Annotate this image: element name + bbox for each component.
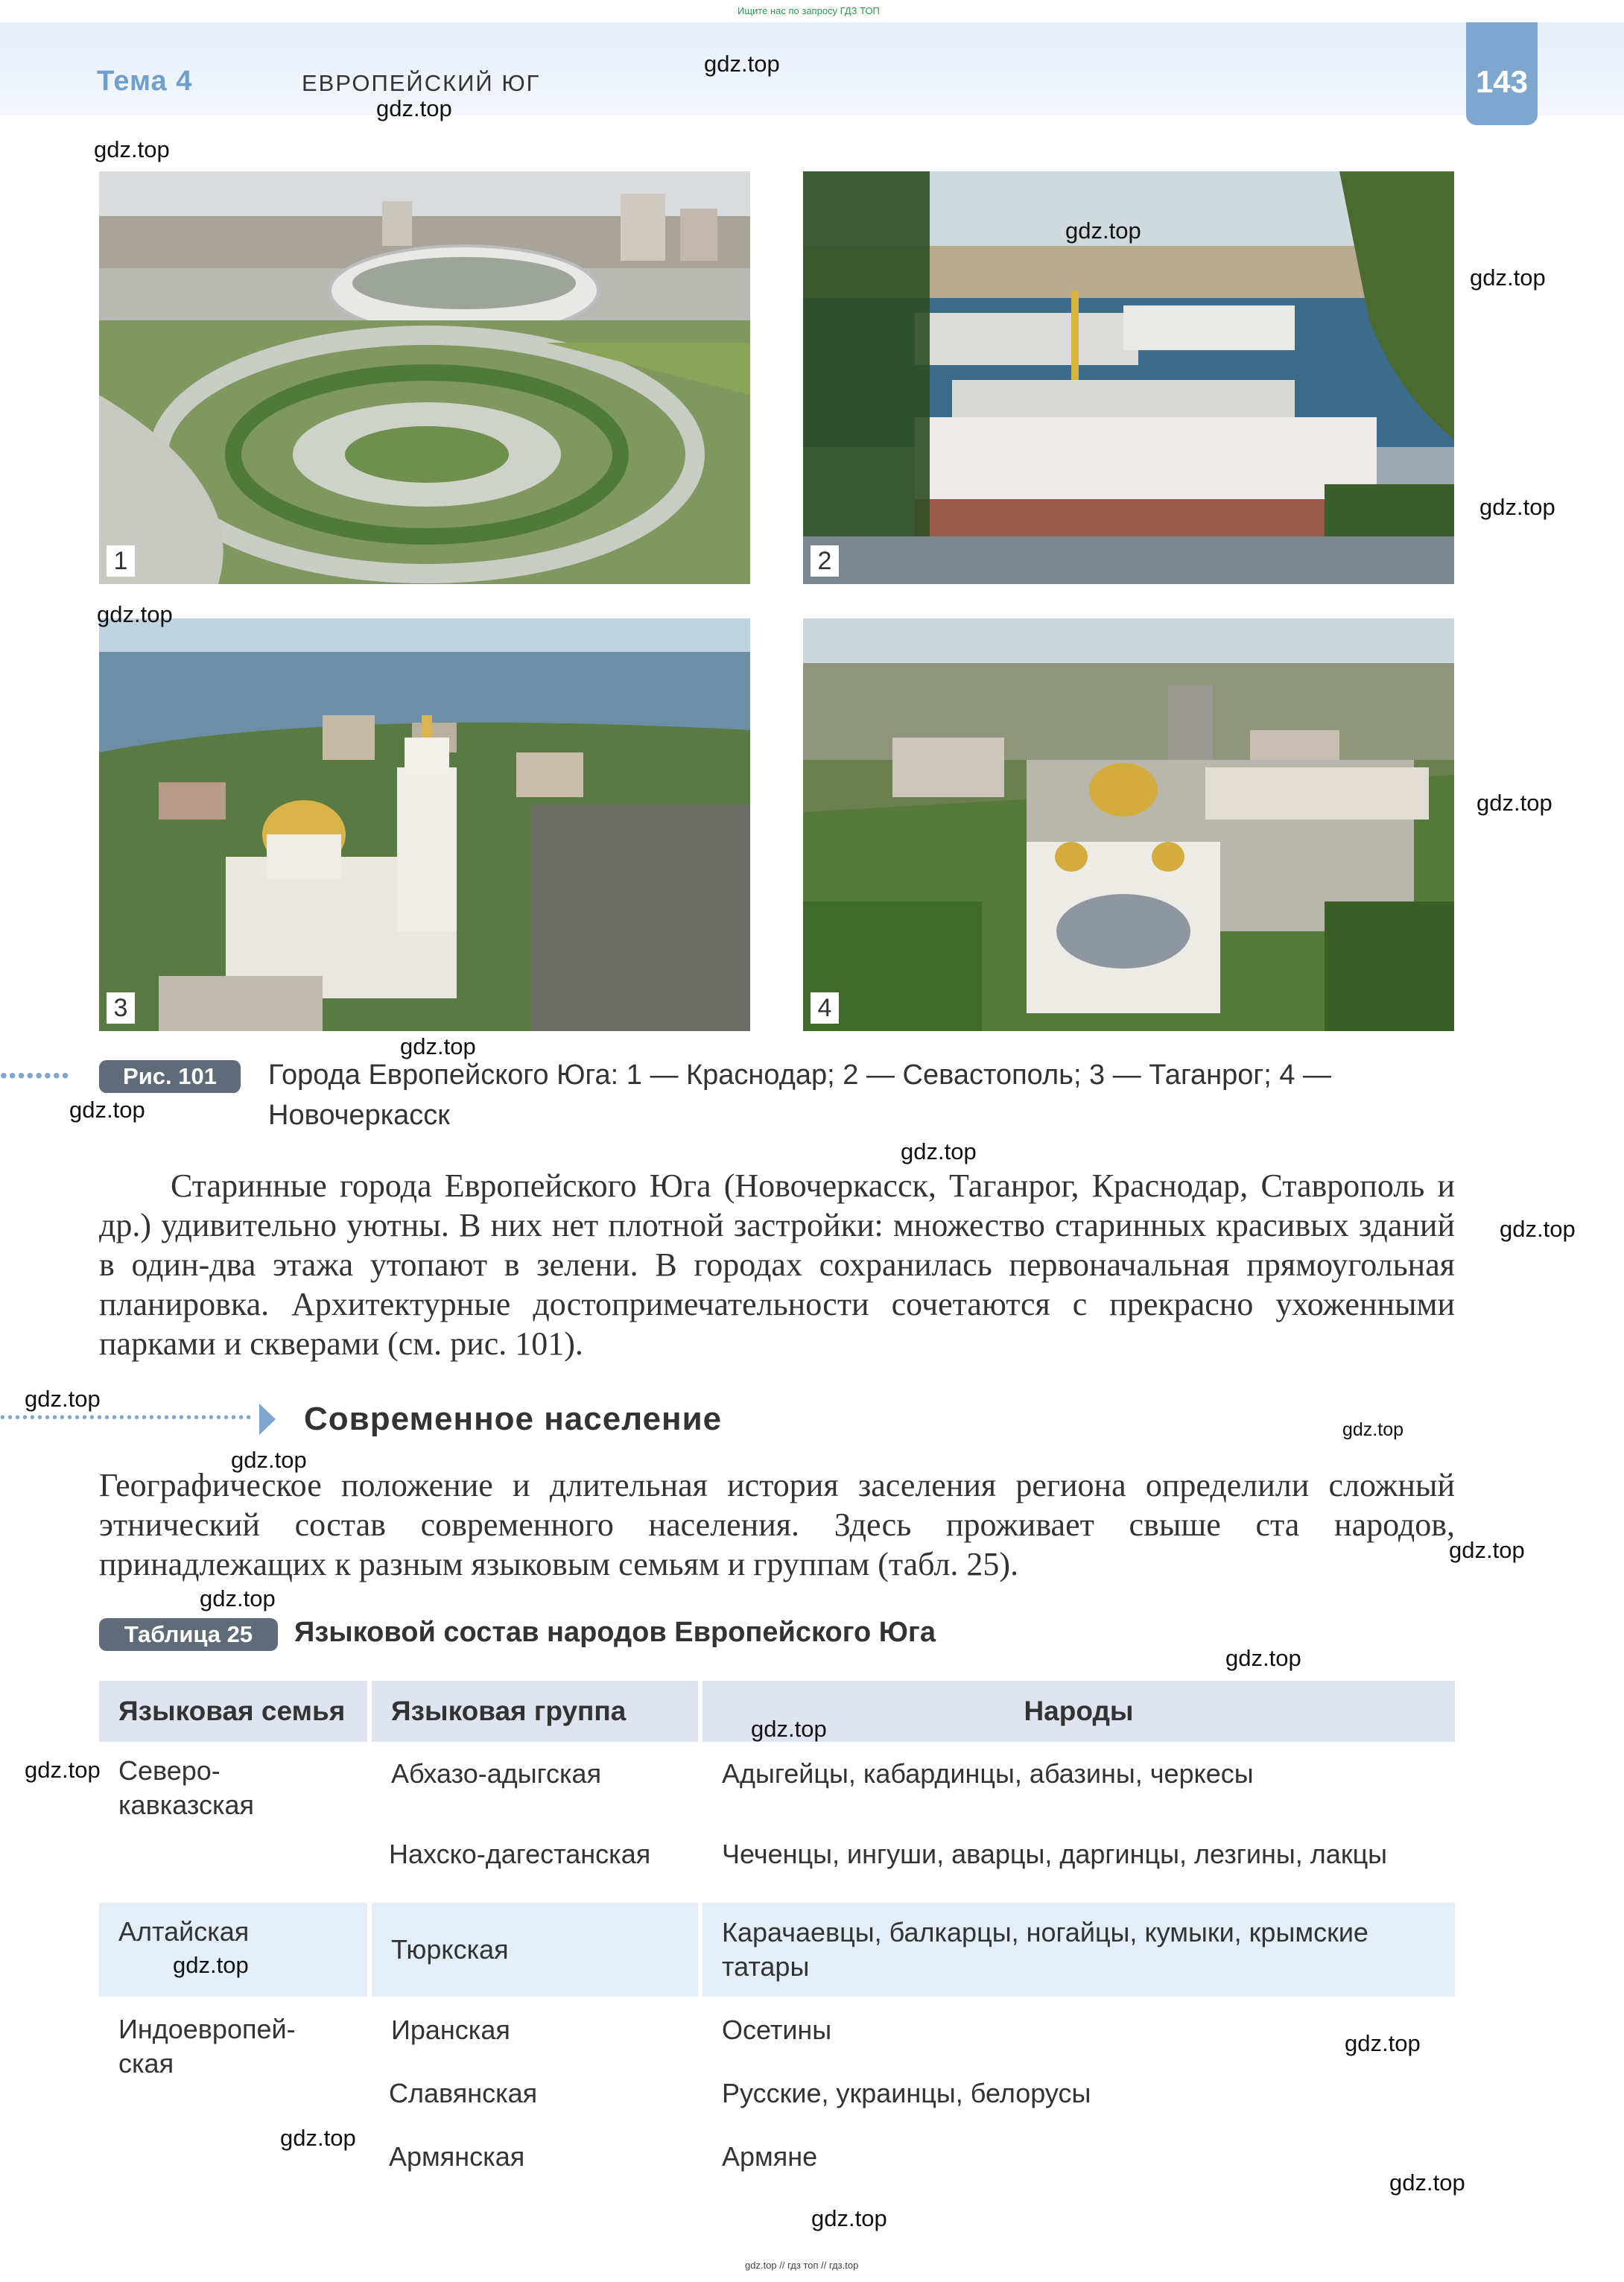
photo-number: 4 — [811, 992, 839, 1024]
table-badge: Таблица 25 — [99, 1618, 278, 1651]
cell-group: Абхазо-адыгская — [369, 1742, 700, 1808]
cathedral-square-image — [803, 618, 1454, 1031]
church-seaside-image — [99, 618, 750, 1031]
watermark: gdz.top — [1500, 1216, 1576, 1242]
table-row — [99, 1999, 1455, 2062]
cell-group: Нахско-дагестанская — [369, 1808, 700, 1901]
watermark: gdz.top — [25, 1757, 101, 1783]
photo-number: 3 — [107, 992, 135, 1024]
cell-group: Тюркская — [369, 1901, 700, 1999]
paragraph-old-cities: Старинные города Европейского Юга (Новочеркасск, Таганрог, Краснодар, Ставрополь и др.) удивительно уютны. В них нет плотной застройки: множество старинных красивых зданий в один-два этажа утопают в зелени. В городах сохранилась первоначальная прямоугольная планировка. Архитектурные достопримечательности сочетаются с прекрасно ухоженными парками и скверами (см. рис. 101). — [99, 1167, 1455, 1362]
watermark: gdz.top — [1476, 790, 1552, 816]
watermark: gdz.top — [231, 1447, 307, 1473]
paragraph-population: Географическое положение и длительная история заселения региона определили сложный этнический состав современного населения. Здесь проживает свыше ста народов, принадлежащих к разным языковым семьям и группам (табл. 25). — [99, 1467, 1455, 1582]
stadium-park-image — [99, 171, 750, 584]
cell-peoples: Русские, украинцы, белорусы — [700, 2062, 1455, 2126]
photo-number: 1 — [107, 545, 135, 577]
section-heading: Современное население — [304, 1401, 723, 1437]
watermark: gdz.top — [1479, 494, 1555, 520]
header-group: Языковая группа — [369, 1681, 700, 1742]
watermark: gdz.top — [1065, 218, 1141, 244]
watermark: gdz.top — [811, 2205, 887, 2231]
watermark: gdz.top — [94, 136, 170, 162]
cell-group: Славянская — [369, 2062, 700, 2126]
theme-label: Тема 4 — [97, 66, 193, 97]
section-title: ЕВРОПЕЙСКИЙ ЮГ — [302, 70, 541, 96]
photo-number: 2 — [811, 545, 839, 577]
watermark: gdz.top — [1389, 2170, 1465, 2196]
dotted-leader: •••••••• — [0, 1064, 71, 1087]
watermark: gdz.top — [280, 2125, 356, 2151]
watermark: gdz.top — [97, 601, 173, 627]
figure-badge: Рис. 101 — [99, 1060, 241, 1093]
cell-group: Армянская — [369, 2126, 700, 2187]
table-row — [99, 1901, 1455, 1999]
cell-group: Иранская — [369, 1999, 700, 2062]
watermark: gdz.top — [704, 51, 780, 77]
cell-family: Северо-кавказская — [118, 1755, 255, 1820]
cell-peoples: Адыгейцы, кабардинцы, абазины, черкесы — [700, 1742, 1455, 1808]
watermark: gdz.top — [1470, 264, 1546, 291]
watermark: gdz.top — [376, 95, 452, 121]
watermark: gdz.top — [901, 1138, 977, 1164]
watermark: gdz.top — [751, 1716, 827, 1742]
cell-family: Алтайская — [99, 1901, 369, 1999]
photo-novocherkassk — [803, 618, 1454, 1031]
watermark: gdz.top — [200, 1585, 276, 1611]
top-note: Ищите нас по запросу ГДЗ ТОП — [738, 5, 880, 16]
header-family: Языковая семья — [99, 1681, 369, 1742]
cell-peoples: Армяне — [700, 2126, 1455, 2187]
header-peoples: Народы — [700, 1681, 1455, 1742]
header-band — [0, 22, 1624, 115]
heading-arrow-icon — [259, 1404, 276, 1435]
cell-peoples: Карачаевцы, балкарцы, ногайцы, кумыки, крымские татары — [700, 1901, 1455, 1999]
watermark: gdz.top — [1342, 1419, 1404, 1440]
watermark: gdz.top — [1449, 1537, 1525, 1563]
photo-krasnodar — [99, 171, 750, 584]
watermark: gdz.top — [1345, 2030, 1421, 2056]
watermark: gdz.top — [69, 1097, 145, 1123]
watermark: gdz.top — [1225, 1645, 1301, 1671]
language-table — [99, 1681, 1455, 2187]
cell-peoples: Чеченцы, ингуши, аварцы, даргинцы, лезгины, лакцы — [700, 1808, 1455, 1901]
photo-taganrog — [99, 618, 750, 1031]
bottom-note: gdz.top // гдз топ // гдз.top — [745, 2260, 859, 2271]
heading-dotted-leader: •••••••••••••••••••••••••••••••••• — [0, 1410, 254, 1426]
figure-caption: Города Европейского Юга: 1 — Краснодар; 2 — Севастополь; 3 — Таганрог; 4 — Новочеркасск — [268, 1059, 1332, 1131]
page-number-tab — [1466, 22, 1538, 125]
watermark: gdz.top — [25, 1386, 101, 1412]
cell-family: Индоевропей-ская — [99, 1999, 369, 2187]
watermark: gdz.top — [173, 1952, 249, 1978]
page-number: 143 — [1475, 64, 1529, 99]
table-row — [99, 1742, 1455, 1808]
cell-peoples: Осетины — [700, 1999, 1455, 2062]
table-title: Языковой состав народов Европейского Юга — [294, 1617, 936, 1648]
watermark: gdz.top — [400, 1033, 476, 1059]
